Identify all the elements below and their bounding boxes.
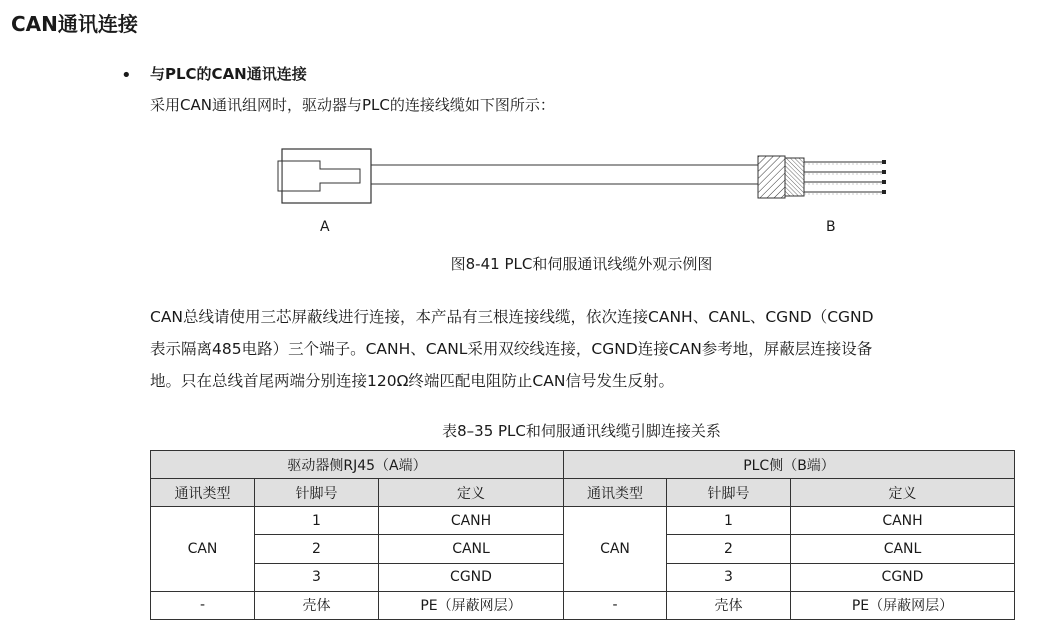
description-paragraph: [150, 301, 1015, 397]
definition-cell: CANL: [379, 535, 564, 563]
figure-caption: 图8-41 PLC和伺服通讯线缆外观示例图: [450, 255, 713, 273]
section-title: CAN通讯连接: [11, 12, 138, 36]
pin-cell: 3: [255, 563, 379, 591]
figure-label-b: B: [826, 219, 836, 235]
definition-cell: CANH: [791, 507, 1015, 535]
definition-cell: CGND: [791, 563, 1015, 591]
pin-cell: 2: [667, 535, 791, 563]
table-row: [151, 507, 1015, 535]
bullet-dot: •: [121, 65, 132, 86]
definition-cell: PE（屏蔽网层）: [791, 591, 1015, 619]
cable-body: [371, 165, 758, 184]
comm-type-cell: -: [564, 591, 667, 619]
table-column-header: [151, 479, 1015, 507]
column-header: 定义: [791, 479, 1015, 507]
column-header: 通讯类型: [564, 479, 667, 507]
wire-ends: [804, 160, 886, 194]
pin-connection-table: [150, 450, 1015, 620]
pin-cell: 壳体: [667, 591, 791, 619]
comm-type-cell: CAN: [564, 507, 667, 591]
pin-cell: 2: [255, 535, 379, 563]
group-header-driver: 驱动器侧RJ45（A端）: [151, 451, 564, 479]
table-row: [151, 591, 1015, 619]
column-header: 针脚号: [255, 479, 379, 507]
paragraph-line: 地。只在总线首尾两端分别连接120Ω终端匹配电阻防止CAN信号发生反射。: [150, 372, 674, 390]
table-caption: 表8–35 PLC和伺服通讯线缆引脚连接关系: [442, 422, 721, 440]
figure-label-a: A: [320, 219, 330, 235]
paragraph-line: CAN总线请使用三芯屏蔽线进行连接，本产品有三根连接线缆，依次连接CANH、CANL、CGND（CGND: [150, 308, 874, 326]
column-header: 通讯类型: [151, 479, 255, 507]
cable-figure: [270, 143, 910, 213]
definition-cell: PE（屏蔽网层）: [379, 591, 564, 619]
paragraph-line: 表示隔离485电路）三个端子。CANH、CANL采用双绞线连接，CGND连接CAN参考地，屏蔽层连接设备: [150, 340, 873, 358]
definition-cell: CANL: [791, 535, 1015, 563]
subheading: 与PLC的CAN通讯连接: [150, 65, 307, 83]
intro-text: 采用CAN通讯组网时，驱动器与PLC的连接线缆如下图所示：: [150, 96, 555, 114]
comm-type-cell: -: [151, 591, 255, 619]
column-header: 针脚号: [667, 479, 791, 507]
pin-cell: 1: [667, 507, 791, 535]
rj45-connector: [278, 149, 371, 203]
comm-type-cell: CAN: [151, 507, 255, 591]
definition-cell: CGND: [379, 563, 564, 591]
shielded-end: [758, 156, 804, 198]
column-header: 定义: [379, 479, 564, 507]
pin-cell: 1: [255, 507, 379, 535]
definition-cell: CANH: [379, 507, 564, 535]
table-group-header: [151, 451, 1015, 479]
pin-cell: 壳体: [255, 591, 379, 619]
pin-cell: 3: [667, 563, 791, 591]
group-header-plc: PLC侧（B端）: [564, 451, 1015, 479]
